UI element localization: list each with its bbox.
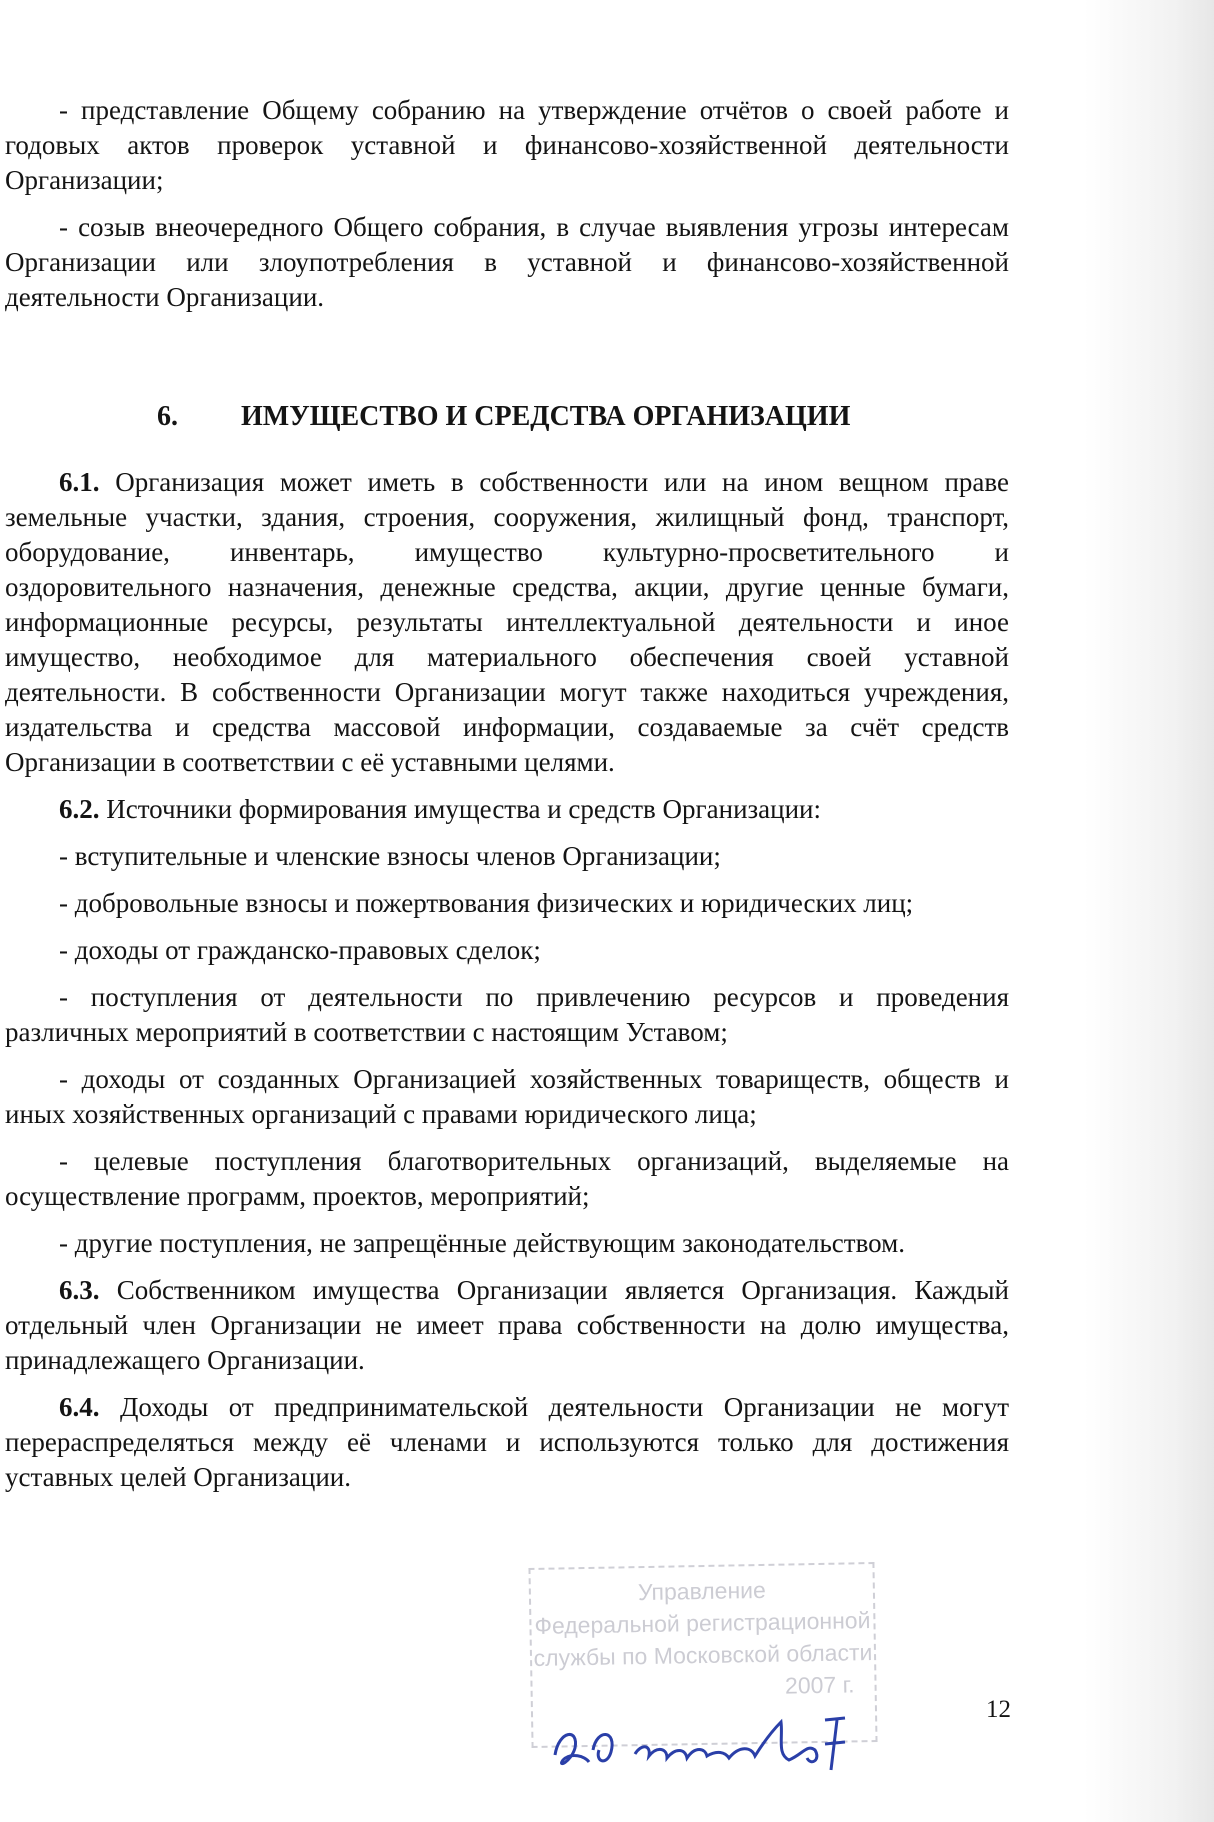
list-item: - вступительные и членские взносы членов Организации; [59, 841, 721, 871]
document-body [5, 93, 1009, 1507]
stamp-line: 2007 г. [784, 1671, 855, 1699]
page-edge-shadow [1084, 0, 1214, 1822]
clause-number: 6.4. [59, 1392, 100, 1422]
stamp-line: Федеральной регистрационной [534, 1607, 871, 1639]
clause-number: 6.3. [59, 1275, 100, 1305]
signature-stroke [555, 1734, 589, 1763]
list-item: - другие поступления, не запрещённые действующим законодательством. [59, 1228, 905, 1258]
list-item: - доходы от гражданско-правовых сделок; [59, 935, 541, 965]
signature-stroke [635, 1722, 817, 1762]
stamp-line: Управление [637, 1576, 767, 1606]
clause-number: 6.1. [59, 467, 100, 497]
list-item: - доходы от созданных Организацией хозяйственных товариществ, обществ и иных хозяйственных организаций с правами юридического лица; [5, 1064, 1009, 1129]
signature-stroke [593, 1734, 612, 1760]
clause-text: Организация может иметь в собственности или на ином вещном праве земельные участки, здания, строения, сооружения, жилищный фонд, транспорт, оборудование, инвентарь, имущество культурно-просветительного и оздоровительного назначения, денежные средства, акции, другие ценные бумаги, информационные ресурсы, результаты интеллектуальной деятельности и иное имущество, необходимое для материального обеспечения своей уставной деятельности. В собственности Организации могут также находиться учреждения, издательства и средства массовой информации, создаваемые за счёт средств Организации в соответствии с её уставными целями. [5, 467, 1009, 777]
clause-text: Доходы от предпринимательской деятельности Организации не могут перераспределяться между её членами и используются только для достижения уставных целей Организации. [5, 1392, 1009, 1492]
clause-number: 6.2. [59, 794, 100, 824]
clause-6-1 [5, 465, 1009, 780]
signature-stroke [825, 1718, 845, 1770]
paragraph-reports: - представление Общему собранию на утверждение отчётов о своей работе и годовых актов проверок уставной и финансово-хозяйственной деятельности Организации; [5, 95, 1009, 195]
section-title: ИМУЩЕСТВО И СРЕДСТВА ОРГАНИЗАЦИИ [241, 401, 851, 432]
clause-text: Источники формирования имущества и средств Организации: [99, 794, 822, 824]
clause-6-2 [5, 792, 1009, 827]
page-number: 12 [986, 1696, 1011, 1723]
clause-text: Собственником имущества Организации является Организация. Каждый отдельный член Организации не имеет права собственности на долю имущества, принадлежащего Организации. [5, 1275, 1009, 1375]
clause-6-3 [5, 1273, 1009, 1378]
handwritten-date-signature [545, 1710, 875, 1780]
clause-6-4 [5, 1390, 1009, 1495]
section-number: 6. [157, 401, 178, 432]
list-item: - целевые поступления благотворительных организаций, выделяемые на осуществление программ, проектов, мероприятий; [5, 1146, 1009, 1211]
list-item: - поступления от деятельности по привлечению ресурсов и проведения различных мероприятий в соответствии с настоящим Уставом; [5, 982, 1009, 1047]
paragraph-extraordinary-meeting: - созыв внеочередного Общего собрания, в случае выявления угрозы интересам Организации или злоупотребления в уставной и финансово-хозяйственной деятельности Организации. [5, 212, 1009, 312]
stamp-line: службы по Московской области [533, 1639, 873, 1671]
list-item: - добровольные взносы и пожертвования физических и юридических лиц; [59, 888, 914, 918]
section-heading [5, 399, 1009, 435]
